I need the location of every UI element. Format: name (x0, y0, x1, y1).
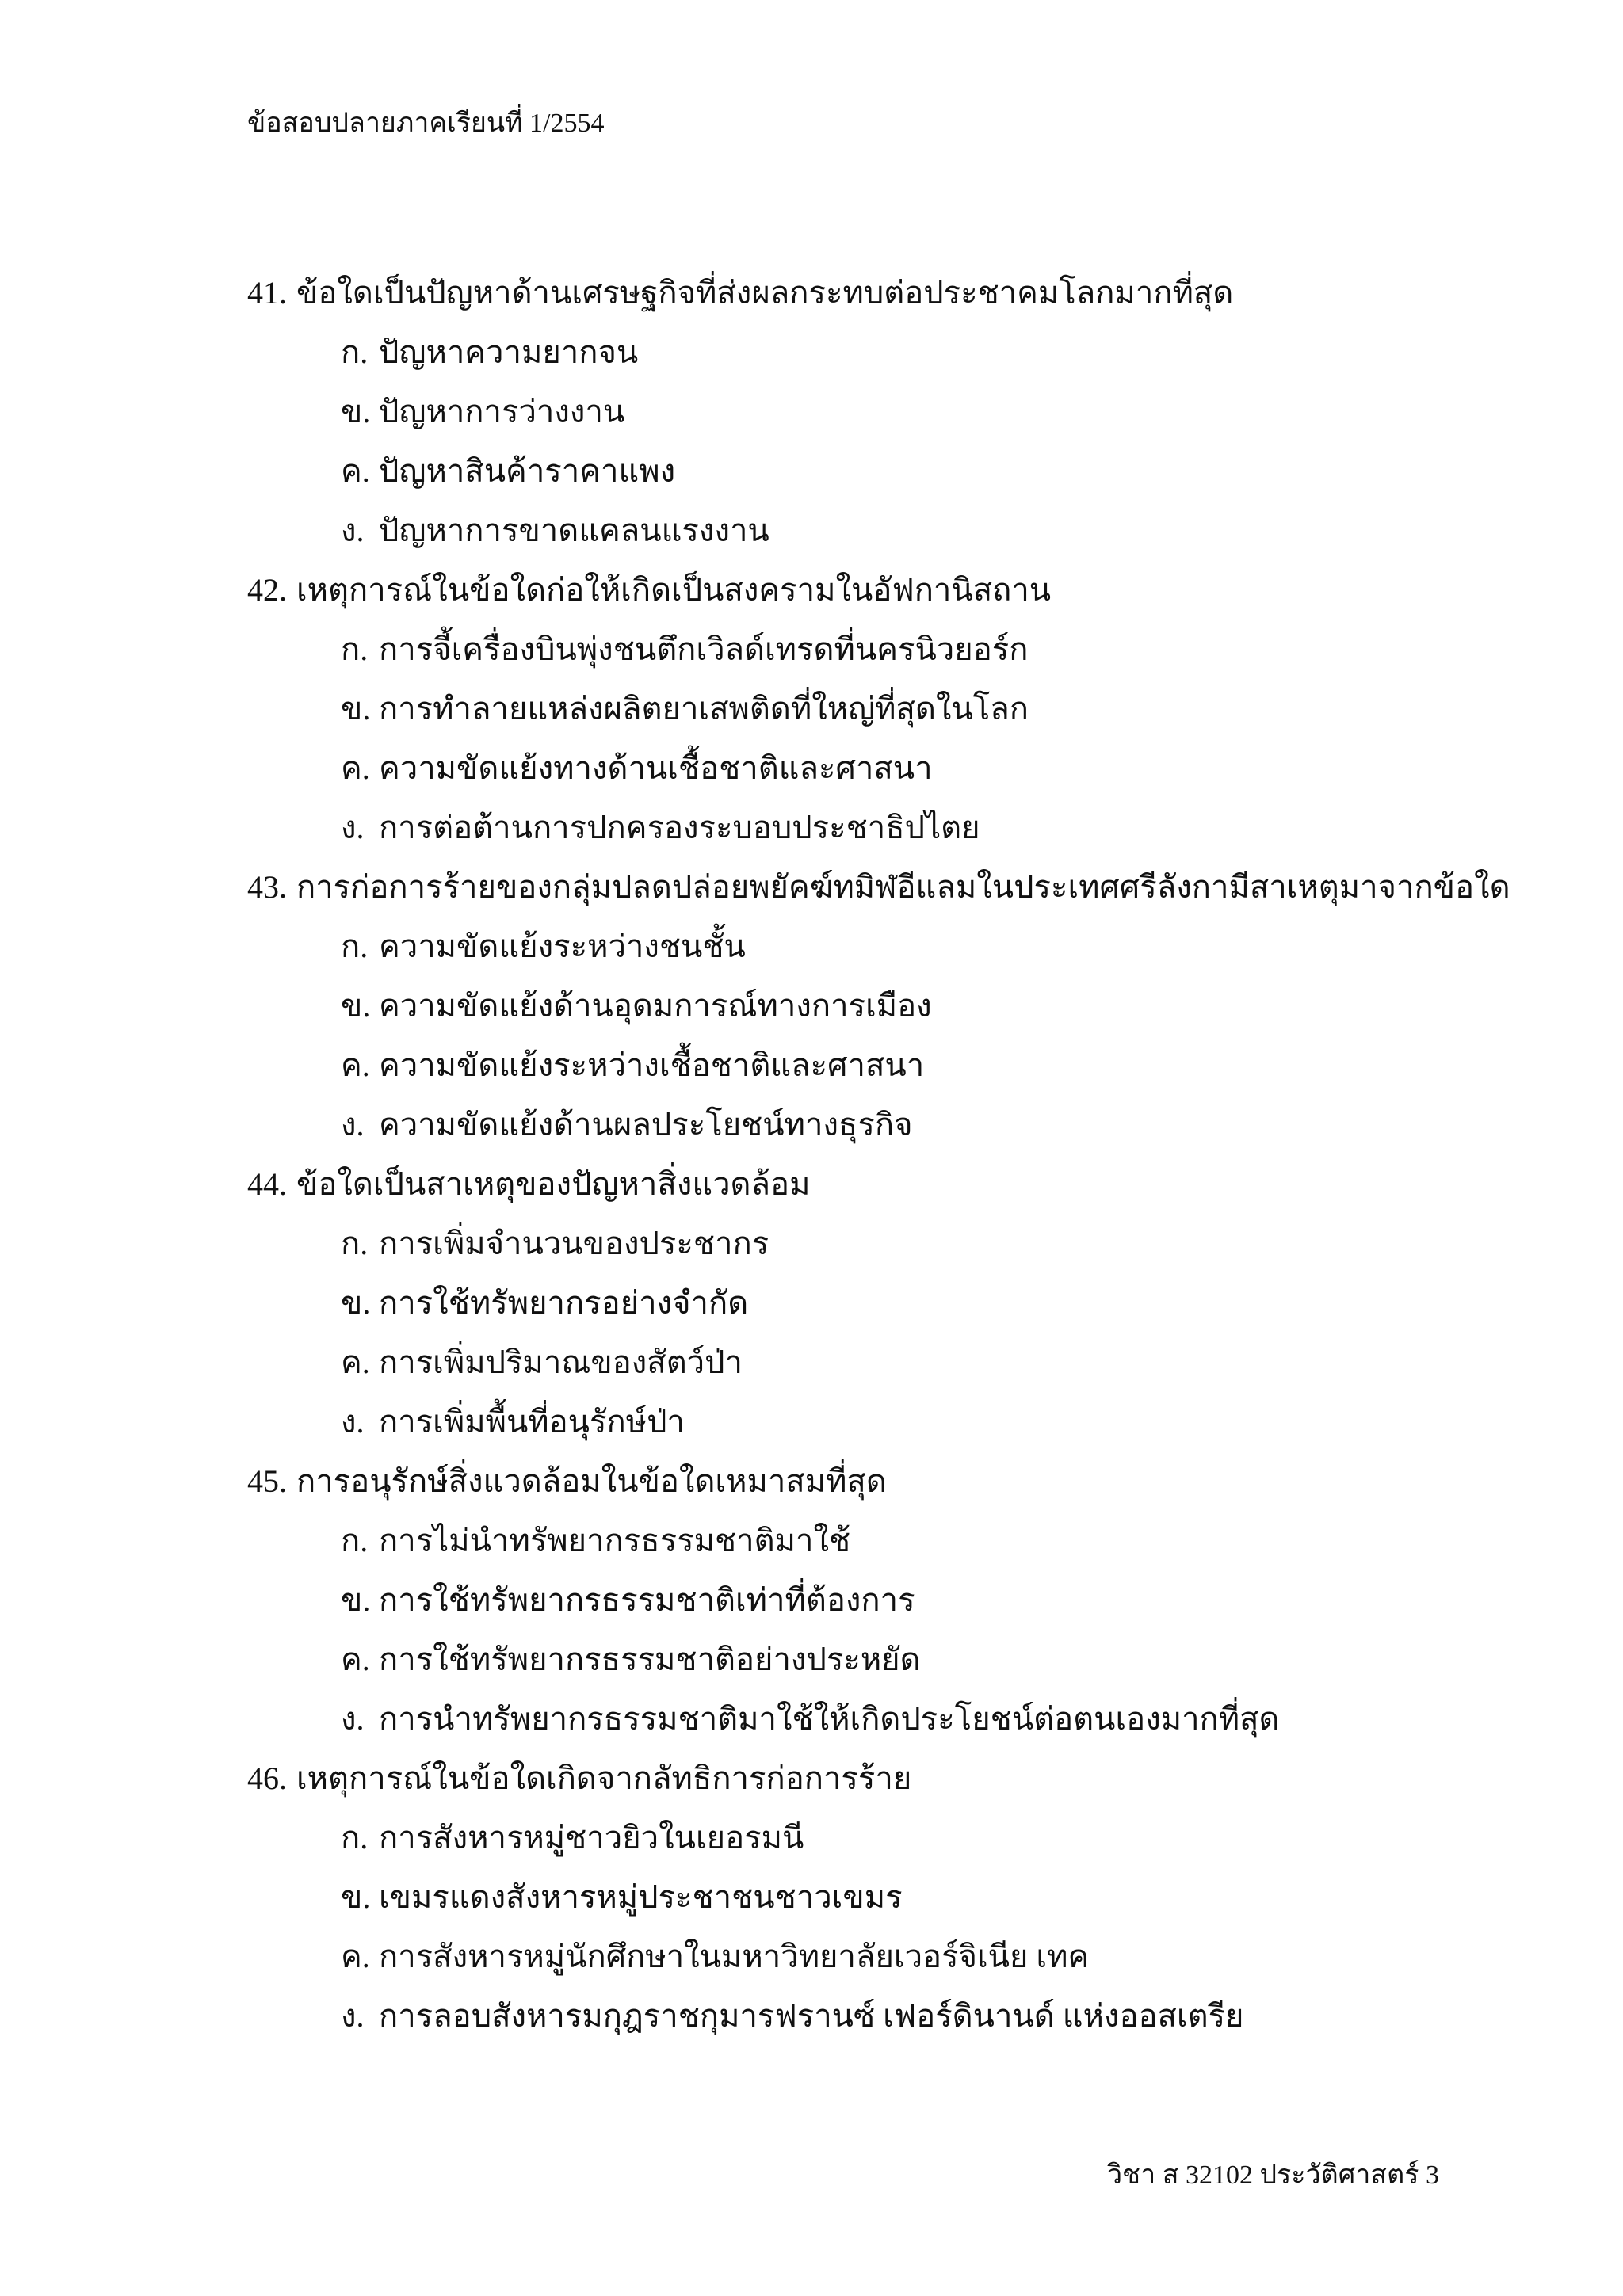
option-letter: ค. (341, 1344, 370, 1380)
option-letter: ค. (341, 1939, 370, 1974)
option-letter: ค. (341, 1047, 370, 1083)
option-a (247, 917, 1484, 976)
option-d (247, 1392, 1484, 1451)
question-46 (247, 1749, 1484, 2046)
option-letter: ก. (341, 1820, 369, 1855)
option-c (247, 441, 1484, 501)
option-letter: ง. (341, 1701, 365, 1737)
question-stem (247, 1451, 1484, 1511)
option-d (247, 501, 1484, 560)
question-number: 46. (247, 1760, 287, 1796)
option-text: การสังหารหมู่นักศึกษาในมหาวิทยาลัยเวอร์จิเนีย เทค (379, 1939, 1090, 1974)
option-text: การไม่นำทรัพยากรธรรมชาติมาใช้ (379, 1523, 851, 1558)
question-list (247, 263, 1510, 2046)
question-41 (247, 263, 1484, 560)
question-text: เหตุการณ์ในข้อใดเกิดจากลัทธิการก่อการร้าย (296, 1760, 912, 1796)
option-letter: ก. (341, 1226, 369, 1261)
option-text: ความขัดแย้งระหว่างชนชั้น (379, 929, 746, 964)
option-a (247, 322, 1484, 382)
question-stem (247, 857, 1510, 917)
option-letter: ข. (341, 394, 371, 429)
question-number: 42. (247, 572, 287, 608)
option-text: การนำทรัพยากรธรรมชาติมาใช้ให้เกิดประโยชน์ต่อตนเองมากที่สุด (379, 1701, 1280, 1737)
option-letter: ก. (341, 334, 369, 370)
option-b (247, 1570, 1484, 1630)
option-c (247, 1927, 1484, 1986)
option-letter: ค. (341, 453, 370, 489)
option-text: การต่อต้านการปกครองระบอบประชาธิปไตย (379, 810, 980, 845)
option-letter: ง. (341, 1107, 365, 1142)
page-footer: วิชา ส 32102 ประวัติศาสตร์ 3 (1106, 2161, 1439, 2190)
option-letter: ง. (341, 513, 365, 548)
question-text: การอนุรักษ์สิ่งแวดล้อมในข้อใดเหมาสมที่สุด (296, 1463, 887, 1499)
question-45 (247, 1451, 1484, 1749)
option-d (247, 1986, 1484, 2046)
option-text: การเพิ่มพื้นที่อนุรักษ์ป่า (379, 1404, 685, 1440)
option-text: การลอบสังหารมกุฎราชกุมารฟรานซ์ เฟอร์ดินานด์ แห่งออสเตรีย (379, 1998, 1244, 2034)
option-b (247, 1867, 1484, 1927)
option-letter: ค. (341, 1642, 370, 1677)
question-text: ข้อใดเป็นสาเหตุของปัญหาสิ่งแวดล้อม (296, 1166, 811, 1202)
question-number: 43. (247, 869, 287, 905)
page-header: ข้อสอบปลายภาคเรียนที่ 1/2554 (247, 109, 605, 138)
option-c (247, 1630, 1484, 1689)
option-letter: ง. (341, 1998, 365, 2034)
option-text: การเพิ่มจำนวนของประชากร (379, 1226, 769, 1261)
question-number: 45. (247, 1463, 287, 1499)
option-b (247, 976, 1484, 1035)
option-text: การใช้ทรัพยากรธรรมชาติเท่าที่ต้องการ (379, 1582, 915, 1618)
option-d (247, 798, 1484, 857)
option-c (247, 1333, 1484, 1392)
option-text: ความขัดแย้งทางด้านเชื้อชาติและศาสนา (379, 750, 933, 786)
question-stem (247, 1154, 1484, 1214)
question-43 (247, 857, 1510, 1154)
option-a (247, 1214, 1484, 1273)
option-b (247, 382, 1484, 441)
question-stem (247, 263, 1484, 322)
option-letter: ก. (341, 631, 369, 667)
question-stem (247, 1749, 1484, 1808)
option-text: ความขัดแย้งด้านผลประโยชน์ทางธุรกิจ (379, 1107, 913, 1142)
question-text: เหตุการณ์ในข้อใดก่อให้เกิดเป็นสงครามในอัฟกานิสถาน (296, 572, 1052, 608)
option-text: ปัญหาการว่างงาน (379, 394, 625, 429)
question-44 (247, 1154, 1484, 1451)
option-letter: ก. (341, 929, 369, 964)
option-a (247, 1511, 1484, 1570)
option-letter: ข. (341, 1285, 371, 1321)
option-c (247, 738, 1484, 798)
option-a (247, 620, 1484, 679)
option-letter: ง. (341, 1404, 365, 1440)
option-letter: ข. (341, 691, 371, 727)
option-text: การใช้ทรัพยากรธรรมชาติอย่างประหยัด (379, 1642, 921, 1677)
option-text: เขมรแดงสังหารหมู่ประชาชนชาวเขมร (379, 1879, 903, 1915)
question-42 (247, 560, 1484, 857)
question-number: 41. (247, 275, 287, 311)
option-d (247, 1095, 1484, 1154)
option-d (247, 1689, 1484, 1749)
option-letter: ง. (341, 810, 365, 845)
option-letter: ค. (341, 750, 370, 786)
option-a (247, 1808, 1484, 1867)
question-number: 44. (247, 1166, 287, 1202)
option-text: การสังหารหมู่ชาวยิวในเยอรมนี (379, 1820, 804, 1855)
question-text: ข้อใดเป็นปัญหาด้านเศรษฐกิจที่ส่งผลกระทบต่อประชาคมโลกมากที่สุด (296, 275, 1234, 311)
option-text: ปัญหาความยากจน (379, 334, 639, 370)
option-text: ปัญหาการขาดแคลนแรงงาน (379, 513, 769, 548)
option-text: การจี้เครื่องบินพุ่งชนตึกเวิลด์เทรดที่นครนิวยอร์ก (379, 631, 1029, 667)
option-letter: ข. (341, 988, 371, 1024)
option-text: การเพิ่มปริมาณของสัตว์ป่า (379, 1344, 743, 1380)
option-c (247, 1035, 1484, 1095)
option-letter: ก. (341, 1523, 369, 1558)
question-stem (247, 560, 1484, 620)
option-b (247, 679, 1484, 738)
option-text: ความขัดแย้งด้านอุดมการณ์ทางการเมือง (379, 988, 932, 1024)
option-letter: ข. (341, 1879, 371, 1915)
option-text: ความขัดแย้งระหว่างเชื้อชาติและศาสนา (379, 1047, 925, 1083)
question-text: การก่อการร้ายของกลุ่มปลดปล่อยพยัคฆ์ทมิฬอีแลมในประเทศศรีลังกามีสาเหตุมาจากข้อใด (296, 869, 1510, 905)
option-text: การใช้ทรัพยากรอย่างจำกัด (379, 1285, 749, 1321)
option-text: การทำลายแหล่งผลิตยาเสพติดที่ใหญ่ที่สุดในโลก (379, 691, 1029, 727)
option-b (247, 1273, 1484, 1333)
option-text: ปัญหาสินค้าราคาแพง (379, 453, 676, 489)
option-letter: ข. (341, 1582, 371, 1618)
